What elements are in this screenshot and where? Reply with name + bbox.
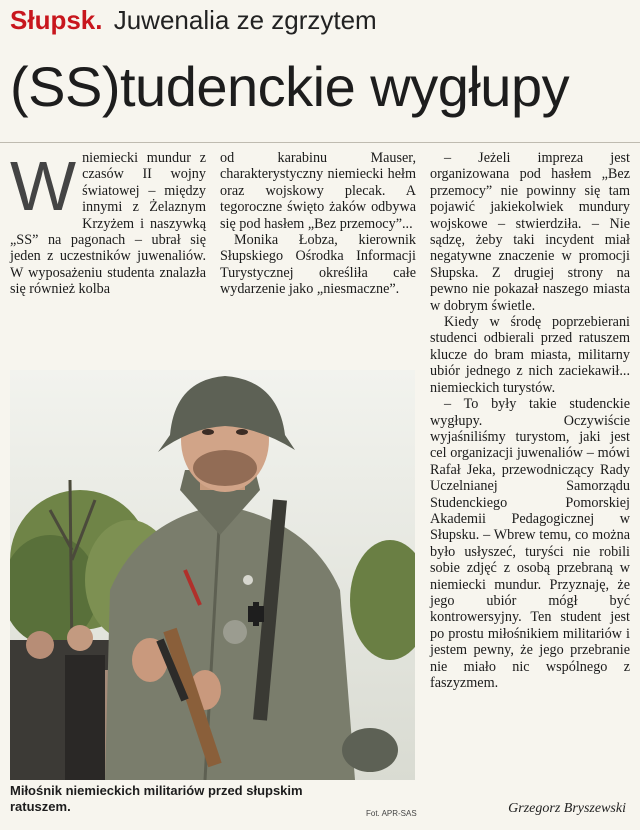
article-column-3	[430, 150, 630, 691]
header-divider	[0, 142, 640, 143]
column-3-paragraph-3: – To były takie studenckie wygłupy. Oczywiście wyjaśniliśmy turystom, jaki jest cel organizacji juwenaliów – mówi Rafał Jeka, przewodniczący Rady Uczelnianej Samorządu Studenckiego Pomorskiej Akademii Pedagogicznej w Słupsku. – Wbrew temu, co można było usłyszeć, turyści nie robili sobie zdjęć z osobą przebraną w niemiecki mundur. Przyznaję, że jego ubiór mógł być kontrowersyjny. Ten student jest po prostu miłośnikiem militariów i jestem pewny, że jego przebranie nie miało nic wspólnego z faszyzmem.	[430, 396, 630, 691]
column-2-paragraph-2: Monika Łobza, kierownik Słupskiego Ośrodka Informacji Turystycznej określiła całe wydarzenie jako „niesmaczne”.	[220, 232, 416, 298]
soldier-photo-illustration	[10, 370, 415, 780]
photo-caption: Miłośnik niemieckich militariów przed słupskim ratuszem.	[10, 783, 303, 814]
article-byline: Grzegorz Bryszewski	[508, 801, 626, 816]
kicker-place: Słupsk.	[10, 5, 103, 35]
section-kicker	[10, 4, 377, 36]
article-headline: (SS)tudenckie wygłupy	[10, 55, 570, 118]
column-3-paragraph-2: Kiedy w środę poprzebierani studenci odbierali przed ratuszem klucze do bram miasta, militarny ubiór jednego z nich zaciekawił... niemieckich turystów.	[430, 314, 630, 396]
article-photo	[10, 370, 415, 780]
column-2-paragraph-1: od karabinu Mauser, charakterystyczny niemiecki hełm oraz wojskowy plecak. A tegoroczne święto żaków odbywa się pod hasłem „Bez przemocy”...	[220, 150, 416, 232]
kicker-topic: Juwenalia ze zgrzytem	[113, 5, 377, 35]
column-3-paragraph-1: – Jeżeli impreza jest organizowana pod hasłem „Bez przemocy” nie powinny się tam pojawić jakiekolwiek mundury wojskowe – stwierdziła. – Nie sądzę, żeby taki incydent miał negatywne znaczenie w promocji Słupska. Z drugiej strony na pewno nie pokazał naszego miasta w dobrym świetle.	[430, 150, 630, 314]
article-column-2	[220, 150, 416, 298]
article-column-1	[10, 147, 206, 298]
photo-credit: Fot. APR-SAS	[366, 809, 417, 818]
column-1-text: niemiecki mundur z czasów II wojny światowej – między innymi z Żelaznym Krzyżem i naszywką „SS” na pagonach – ubrał się jeden z uczestników juwenaliów. W wyposażeniu studenta znalazła się również kolba	[10, 150, 206, 298]
drop-cap: W	[10, 147, 77, 225]
